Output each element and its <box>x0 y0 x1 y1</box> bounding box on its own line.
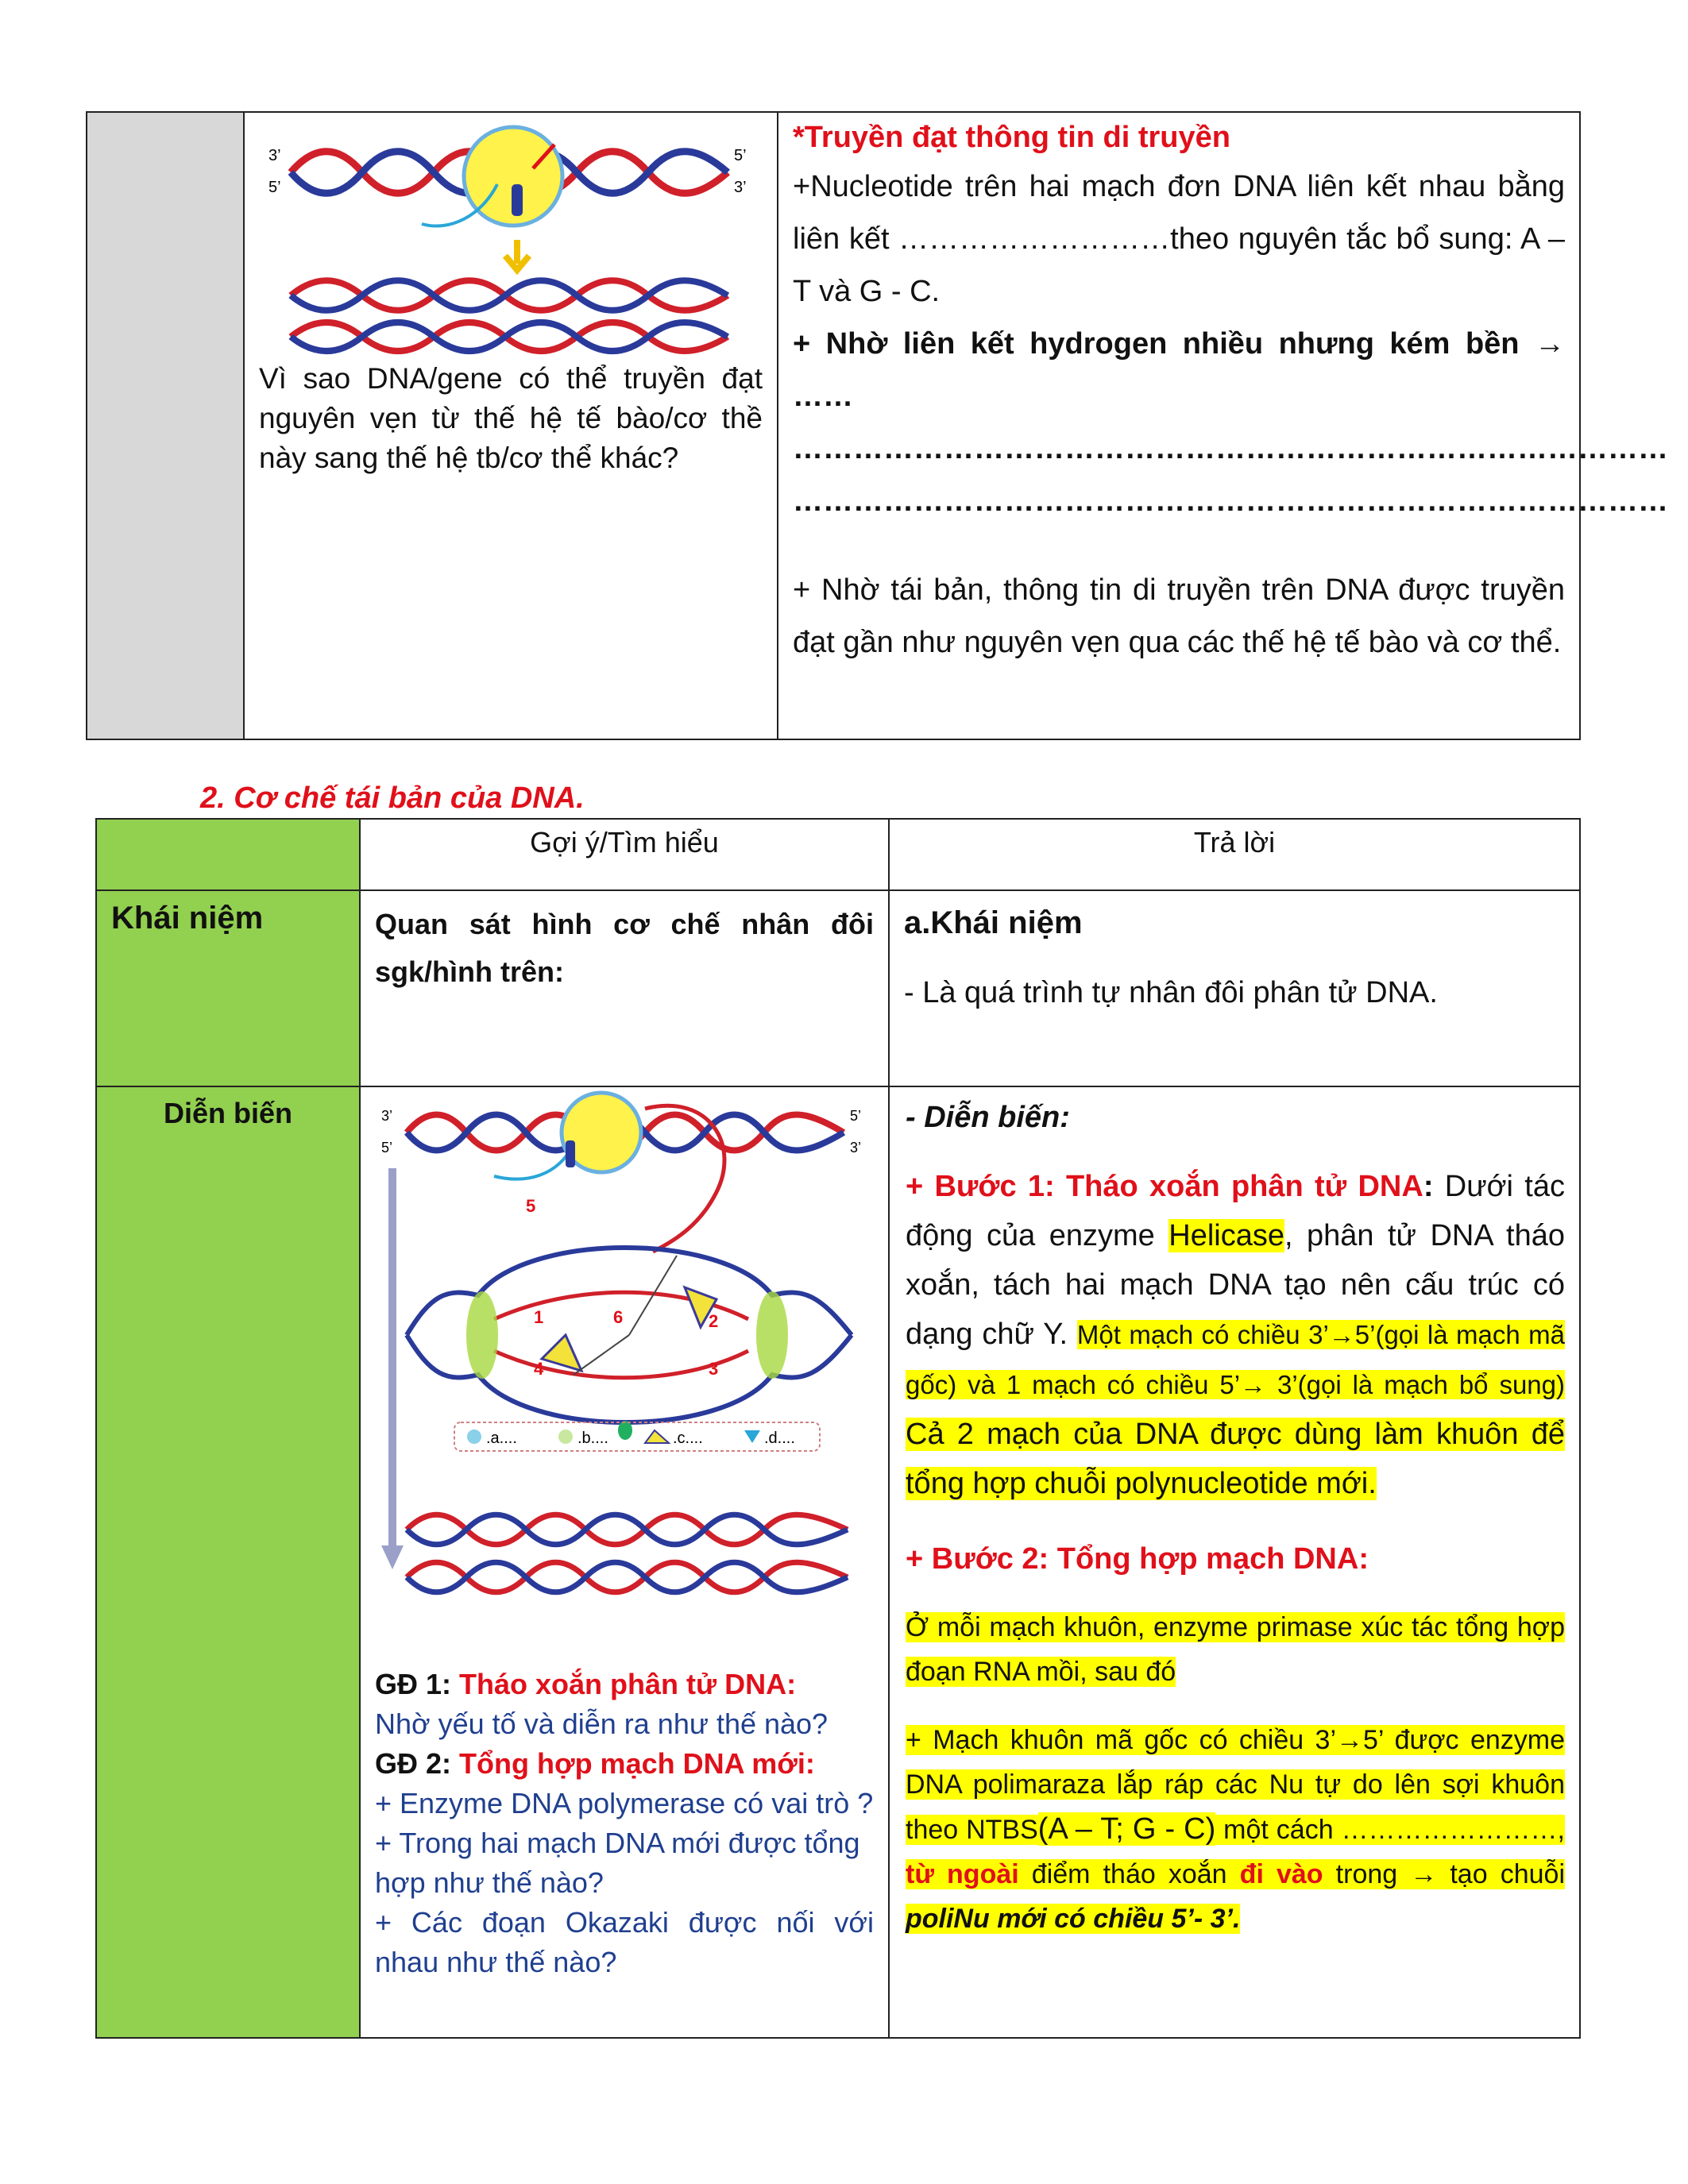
step2-p2-c: một cách ……………………, <box>1215 1815 1565 1845</box>
step2-p2-h: poliNu mới có chiều 5’- 3’. <box>906 1904 1241 1934</box>
section-title: 2. Cơ chế tái bản của DNA. <box>200 781 585 815</box>
gd2-question-3: + Các đoạn Okazaki được nối với nhau như thế nào? <box>375 1906 874 1978</box>
gd2-title: Tổng hợp mạch DNA mới: <box>459 1747 815 1780</box>
replication-bubble <box>407 1248 852 1440</box>
end-label-5-top: 5’ <box>381 1140 393 1156</box>
step1-text-b: , phân tử DNA tháo xoắn, tách hai mạch DNA tạo nên cấu trúc có dạng chữ Y. <box>906 1219 1566 1351</box>
top-answer-dots-2: …………………………………………………………………………… <box>793 484 1668 518</box>
top-answer-p2: + Nhờ liên kết hydrogen nhiều nhưng kém bền → …… <box>793 327 1565 413</box>
top-answer-cell <box>778 112 1668 739</box>
header-hint: Gợi ý/Tìm hiểu <box>360 819 889 890</box>
header-answer: Trả lời <box>889 819 1580 890</box>
top-answer-p1: +Nucleotide trên hai mạch đơn DNA liên kết nhau bằng liên kết ………………………theo nguyên tắc bổ sung: A – T và G - C. <box>793 170 1565 308</box>
diagram-daughter-helix-1 <box>407 1515 848 1545</box>
gd2-label: GĐ 2: <box>375 1747 460 1780</box>
step1-title: + Bước 1: Tháo xoắn phân tử DNA <box>906 1170 1423 1203</box>
diagram-number-2: 2 <box>709 1311 719 1331</box>
diagram-top-helix <box>407 1093 844 1252</box>
gd2-question-1: + Enzyme DNA polymerase có vai trò ? <box>375 1787 874 1819</box>
row1-hint: Quan sát hình cơ chế nhân đôi sgk/hình trên: <box>360 890 889 1086</box>
step2-p2-b: (A – T; G - C) <box>1037 1812 1216 1846</box>
step1-text-a: Dưới tác động của enzyme <box>906 1170 1565 1252</box>
step2-p1 <box>906 1605 1565 1694</box>
step2-p2-d: từ ngoài <box>906 1859 1019 1889</box>
diagram-daughter-helix-2 <box>407 1562 848 1592</box>
row1-answer <box>889 890 1580 1086</box>
svg-text:5’: 5’ <box>268 179 281 196</box>
diagram-number-4: 4 <box>534 1359 544 1379</box>
step1-block <box>906 1162 1565 1508</box>
end-label-3-top: 3’ <box>381 1108 393 1124</box>
dna-daughter-helix-2 <box>291 322 728 351</box>
end-label-5-top-right: 5’ <box>850 1108 862 1124</box>
diagram-number-1: 1 <box>534 1307 544 1327</box>
top-hint-cell <box>244 112 778 739</box>
step2-p2-a: + Mạch khuôn mã gốc có chiều 3’→5’ được enzyme DNA polimaraza lắp ráp các Nu tự do lên sợi khuôn theo NTBS <box>906 1725 1565 1845</box>
gd1-block <box>375 1665 874 1982</box>
step2-p2-g: trong → tạo chuỗi <box>1323 1859 1565 1889</box>
step2-p2 <box>906 1718 1565 1941</box>
legend-b: .b.... <box>577 1430 608 1447</box>
replication-table <box>95 818 1581 2039</box>
svg-text:3’: 3’ <box>734 179 747 196</box>
top-table <box>86 111 1668 740</box>
top-left-cell <box>87 112 244 739</box>
dna-separation-figure <box>259 129 759 355</box>
gd1-label: GĐ 1: <box>375 1668 460 1700</box>
legend-d: .d.... <box>764 1430 795 1447</box>
row2-answer <box>889 1086 1580 2038</box>
top-answer-p3: + Nhờ tái bản, thông tin di truyền trên DNA được truyền đạt gần như nguyên vẹn qua các thế hệ tế bào và cơ thể. <box>793 573 1565 659</box>
top-answer-heading: *Truyền đạt thông tin di truyền <box>793 121 1230 154</box>
top-answer-dots-1: …………………………………………………………………………… <box>793 432 1668 465</box>
step2-p2-e: điểm tháo xoắn <box>1018 1859 1240 1889</box>
diagram-number-3: 3 <box>709 1359 719 1379</box>
step1-helicase: Helicase <box>1168 1219 1284 1252</box>
step2-p2-f: đi vào <box>1239 1859 1323 1889</box>
row2-hint <box>360 1086 889 2038</box>
step2-title: + Bước 2: Tổng hợp mạch DNA: <box>906 1542 1369 1576</box>
legend-a: .a.... <box>486 1430 517 1447</box>
gd1-title: Tháo xoắn phân tử DNA: <box>459 1668 797 1700</box>
step1-colon: : <box>1423 1170 1434 1203</box>
svg-text:5’: 5’ <box>734 147 747 164</box>
header-empty-cell <box>96 819 360 890</box>
legend-c: .c.... <box>673 1430 703 1447</box>
row-label-khai-niem: Khái niệm <box>96 890 360 1086</box>
row1-answer-title: a.Khái niệm <box>904 905 1083 940</box>
svg-text:3’: 3’ <box>268 147 281 164</box>
step1-highlight-2: Cả 2 mạch của DNA được dùng làm khuôn để tổng hợp chuỗi polynucleotide mới. <box>906 1418 1565 1500</box>
dna-top-helix <box>291 127 728 226</box>
top-question: Vì sao DNA/gene có thể truyền đạt nguyên vẹn từ thế hệ tế bào/cơ thề này sang thế hệ tb/cơ thể khác? <box>259 362 763 474</box>
diagram-number-6: 6 <box>613 1307 624 1327</box>
replication-fork-diagram <box>375 1097 875 1613</box>
diagram-number-5: 5 <box>526 1196 536 1216</box>
gd1-question: Nhờ yếu tố và diễn ra như thế nào? <box>375 1707 829 1740</box>
step2-p1-text: Ở mỗi mạch khuôn, enzyme primase xúc tác tổng hợp đoạn RNA mồi, sau đó <box>906 1612 1565 1687</box>
row-label-dien-bien: Diễn biến <box>96 1086 360 2038</box>
step1-highlight-1: Một mạch có chiều 3’→5’(gọi là mạch mã gốc) và 1 mạch có chiều 5’→ 3’(gọi là mạch bổ sung) <box>906 1320 1566 1399</box>
gd2-question-2: + Trong hai mạch DNA mới được tổng hợp như thế nào? <box>375 1827 860 1899</box>
end-label-3-top-right: 3’ <box>850 1140 862 1156</box>
dna-daughter-helix-1 <box>291 280 728 311</box>
row1-answer-text: - Là quá trình tự nhân đôi phân tử DNA. <box>904 976 1438 1009</box>
dien-bien-heading: - Diễn biến: <box>906 1101 1070 1134</box>
